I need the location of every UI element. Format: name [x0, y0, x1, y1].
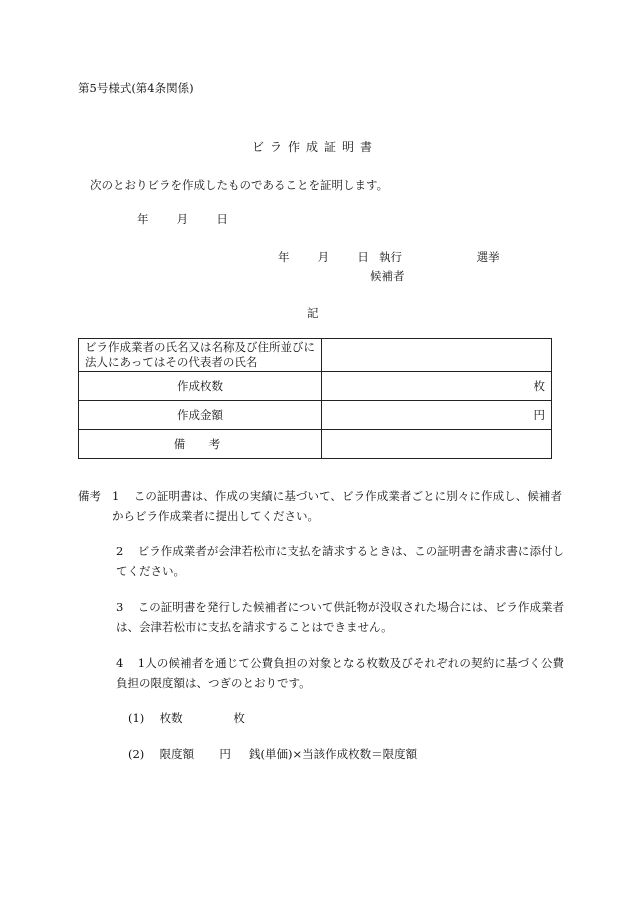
ki-label: 記 — [307, 306, 319, 320]
sub-unit: 枚 — [233, 711, 245, 725]
election-label: 選挙 — [476, 250, 500, 264]
remarks-value — [322, 430, 552, 459]
date-month: 月 — [176, 212, 189, 226]
note-item — [116, 653, 564, 693]
certification-statement: 次のとおりビラを作成したものであることを証明します。 — [90, 178, 389, 192]
note-number: 3 — [116, 600, 124, 614]
sub-number: (1) — [128, 711, 145, 725]
election-day: 日 — [357, 250, 369, 264]
table-row — [79, 372, 552, 401]
sub-item-quantity — [128, 710, 245, 726]
date-year: 年 — [137, 212, 149, 226]
remarks-label: 備 考 — [79, 430, 322, 459]
sub-label: 限度額 — [159, 747, 195, 761]
date-day: 日 — [216, 212, 228, 226]
note-item — [116, 597, 564, 637]
sub-number: (2) — [128, 747, 145, 761]
table-row — [79, 401, 552, 430]
vendor-label: ビラ作成業者の氏名又は名称及び住所並びに法人にあってはその代表者の氏名 — [79, 339, 322, 372]
sub-yen: 円 — [219, 747, 231, 761]
note-number: 4 — [116, 656, 124, 670]
amount-label: 作成金額 — [79, 401, 322, 430]
issue-date — [137, 211, 228, 227]
note-number: 2 — [116, 544, 124, 558]
election-date-line — [278, 249, 500, 265]
note-number: 1 — [112, 489, 120, 503]
vendor-value — [322, 339, 552, 372]
form-number: 第5号様式(第4条関係) — [78, 81, 194, 95]
election-held: 執行 — [378, 250, 402, 264]
note-text: この証明書は、作成の実績に基づいて、ビラ作成業者ごとに別々に作成し、候補者からビラ作成業者に提出してください。 — [112, 489, 563, 523]
note-text: ビラ作成業者が会津若松市に支払を請求するときは、この証明書を請求書に添付してください。 — [116, 544, 565, 578]
quantity-label: 作成枚数 — [79, 372, 322, 401]
sub-item-limit — [128, 746, 417, 762]
notes-heading: 備考 — [78, 489, 101, 503]
sub-label: 枚数 — [159, 711, 183, 725]
note-text: 1人の候補者を通じて公費負担の対象となる枚数及びそれぞれの契約に基づく公費負担の限度額は、つぎのとおりです。 — [116, 656, 565, 690]
certificate-table — [78, 338, 552, 459]
election-year: 年 — [278, 250, 290, 264]
table-row — [79, 430, 552, 459]
amount-unit: 円 — [322, 401, 552, 430]
note-text: この証明書を発行した候補者について供託物が没収された場合には、ビラ作成業者は、会津若松市に支払を請求することはできません。 — [116, 600, 565, 634]
table-row — [79, 339, 552, 372]
note-item — [116, 541, 564, 581]
sub-formula: 銭(単価)×当該作成枚数＝限度額 — [248, 747, 418, 761]
quantity-unit: 枚 — [322, 372, 552, 401]
election-month: 月 — [317, 250, 330, 264]
candidate-label: 候補者 — [370, 269, 405, 283]
note-item — [112, 486, 562, 526]
document-title: ビラ作成証明書 — [251, 140, 378, 154]
